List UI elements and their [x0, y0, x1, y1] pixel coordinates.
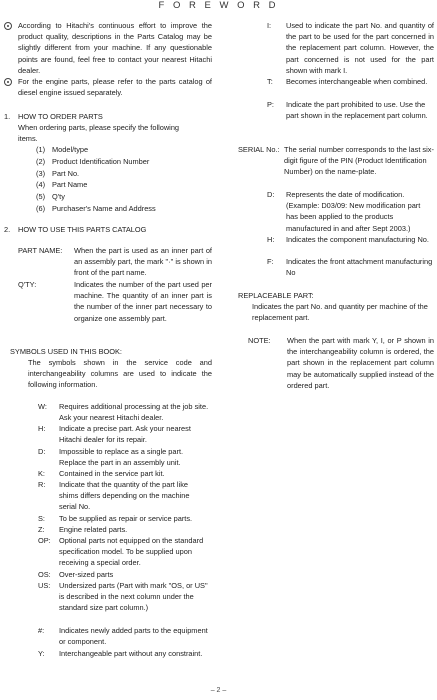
symbol-desc: Becomes interchangeable when combined.	[286, 77, 428, 86]
qty-label: Q'TY:	[18, 280, 37, 289]
list-item: (6) Purchaser's Name and Address	[36, 204, 156, 213]
symbol-desc: Indicates newly added parts to the equipment or component.	[59, 626, 208, 647]
symbol-desc: Optional parts not equipped on the standard specification model. To be supplied upon receiving a special order.	[59, 536, 204, 568]
section2-number: 2.	[4, 225, 11, 234]
symbol-key: US:	[38, 581, 51, 590]
intro-1: According to Hitachi's continuous effort to improve the product quality, descriptions in the Parts Catalog may be slightly different from your machine. If any questionable points are found, feel free to contact your nearest Hitachi dealer.	[4, 20, 212, 31]
serial-label: SERIAL No.:	[238, 145, 280, 154]
symbol-key: H:	[267, 235, 275, 244]
symbol-key: OS:	[38, 570, 51, 579]
part-name-text: When the part is used as an inner part of an assembly part, the mark "·" is shown in front of the part name.	[74, 246, 212, 278]
replaceable-text: Indicates the part No. and quantity per machine of the replacement part.	[252, 302, 428, 323]
symbol-key: P:	[267, 100, 274, 109]
page-number: – 2 –	[210, 686, 227, 694]
symbol-key: W:	[38, 402, 47, 411]
symbol-key: Z:	[38, 525, 45, 534]
symbol-key: F:	[267, 257, 274, 266]
symbol-key: R:	[38, 480, 46, 489]
list-item: (3) Part No.	[36, 168, 80, 178]
note-label: NOTE:	[248, 336, 271, 345]
symbol-key: S:	[38, 514, 45, 523]
symbol-key: D:	[267, 190, 275, 199]
section1-heading: HOW TO ORDER PARTS	[18, 112, 103, 121]
page-title: F O R E W O R D	[158, 0, 279, 11]
symbol-key: H:	[38, 424, 46, 433]
symbol-desc: Represents the date of modification. (Example: D03/09: New modification part has been applied to the products manufactured in and after Sept 2003.)	[286, 190, 421, 233]
symbol-desc: Indicate a precise part. Ask your nearest Hitachi dealer for its repair.	[59, 424, 191, 445]
symbol-desc: Interchangeable part without any constraint.	[59, 649, 203, 658]
symbol-desc: Indicate the part prohibited to use. Use the part shown in the replacement part column.	[286, 100, 428, 121]
section2-heading: HOW TO USE THIS PARTS CATALOG	[18, 225, 147, 234]
symbol-key: #:	[38, 626, 45, 635]
symbol-key: OP:	[38, 536, 51, 545]
symbol-desc: Indicates the front attachment manufacturing No	[286, 257, 433, 278]
symbol-key: K:	[38, 469, 45, 478]
symbol-desc: To be supplied as repair or service parts.	[59, 514, 193, 523]
bullet-circle-icon	[4, 22, 12, 30]
section1-number: 1.	[4, 112, 11, 121]
symbol-desc: Contained in the service part kit.	[59, 469, 165, 478]
part-name-label: PART NAME:	[18, 246, 63, 255]
list-item: (2) Product Identification Number	[36, 156, 150, 166]
replaceable-heading: REPLACEABLE PART:	[238, 291, 314, 300]
symbols-heading: SYMBOLS USED IN THIS BOOK:	[10, 347, 122, 356]
symbol-desc: Undersized parts (Part with mark "OS, or US" is described in the next column under the standard size part column.)	[59, 581, 208, 613]
symbol-desc: Used to indicate the part No. and quantity of the part to be used for the part concerned in the replacement part column. However, the part concerned is not used for the part shown with mark I.	[286, 21, 434, 75]
symbol-desc: Impossible to replace as a single part. Replace the part in an assembly unit.	[59, 447, 184, 468]
section1-text: When ordering parts, please specify the following items.	[18, 123, 180, 144]
list-item: (4) Part Name	[36, 180, 88, 190]
symbols-intro: The symbols shown in the service code and interchangeability columns are used to indicate the following information.	[28, 358, 212, 390]
list-item: (1) Model/type	[36, 145, 89, 154]
symbol-key: D:	[38, 447, 46, 456]
symbol-key: T:	[267, 77, 273, 86]
symbol-key: Y:	[38, 649, 45, 658]
intro-2: For the engine parts, please refer to the parts catalog of diesel engine issued separately.	[4, 76, 212, 87]
symbol-desc: Over-sized parts	[59, 570, 114, 579]
symbol-desc: Indicates the component manufacturing No.	[286, 235, 429, 244]
symbol-desc: Engine related parts.	[59, 525, 128, 534]
list-item: (5) Q'ty	[36, 192, 65, 202]
symbol-key: I:	[267, 21, 272, 30]
note-text: When the part with mark Y, I, or P shown in the interchangeability column is ordered, the part shown in the replacement part column may be automatically supplied instead of the ordered part.	[287, 336, 434, 390]
bullet-circle-icon	[4, 78, 12, 86]
symbol-desc: Requires additional processing at the job site. Ask your nearest Hitachi dealer.	[59, 402, 209, 423]
serial-text: The serial number corresponds to the last six-digit figure of the PIN (Product Identification Number) on the name-plate.	[284, 145, 434, 177]
symbol-desc: Indicate that the quantity of the part like shims differs depending on the machine serial No.	[59, 480, 190, 512]
qty-text: Indicates the number of the part used per machine. The quantity of an inner part is the number of the inner part necessary to organize one assembly part.	[74, 280, 212, 323]
